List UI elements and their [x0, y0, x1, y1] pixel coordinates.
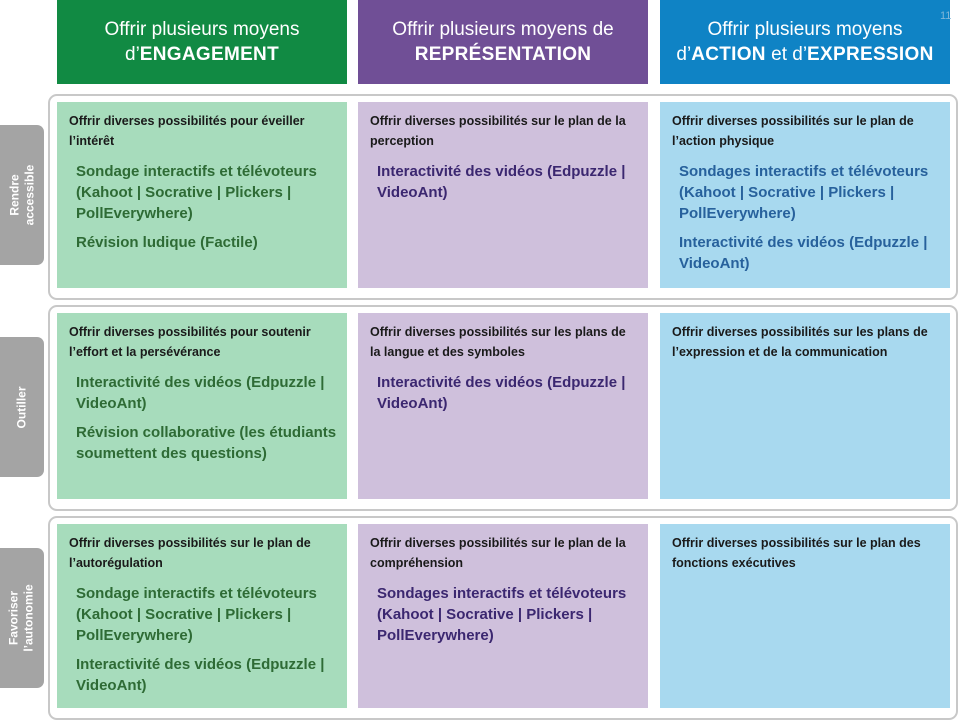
- cell-item: Interactivité des vidéos (Edpuzzle | VideoAnt): [76, 374, 325, 412]
- row-label-text: Favoriser l’autonomie: [7, 584, 37, 652]
- cell-r2-representation: [358, 313, 648, 499]
- cell-item: Interactivité des vidéos (Edpuzzle | VideoAnt): [76, 656, 325, 694]
- cell-r2-action: [660, 313, 950, 499]
- cell-r3-representation: [358, 524, 648, 708]
- cell-item: Interactivité des vidéos (Edpuzzle | VideoAnt): [679, 234, 928, 272]
- header-action-line1: Offrir plusieurs moyens: [707, 19, 903, 40]
- cell-r3-engagement: [57, 524, 347, 708]
- row-label-text: Rendre accessible: [7, 164, 36, 226]
- cell-item: Révision collaborative (les étudiants soumettent des questions): [76, 424, 337, 462]
- cell-r1-action: [660, 102, 950, 288]
- cell-heading: Offrir diverses possibilités sur le plan de l’action physique: [672, 114, 914, 148]
- cell-r1-engagement: [57, 102, 347, 288]
- row-label-outiller: [0, 337, 44, 477]
- cell-item: Sondage interactifs et télévoteurs (Kahoot | Socrative | Plickers | PollEverywhere): [76, 585, 317, 644]
- cell-heading: Offrir diverses possibilités sur le plan de l’autorégulation: [69, 536, 311, 570]
- cell-r2-engagement: [57, 313, 347, 499]
- cell-heading: Offrir diverses possibilités sur les plans de la langue et des symboles: [370, 325, 626, 359]
- cell-item: Interactivité des vidéos (Edpuzzle | VideoAnt): [377, 163, 626, 201]
- header-engagement-line1: Offrir plusieurs moyens: [104, 19, 300, 40]
- cell-item: Interactivité des vidéos (Edpuzzle | VideoAnt): [377, 374, 626, 412]
- page-number: 11: [940, 10, 952, 22]
- cell-heading: Offrir diverses possibilités pour éveiller l’intérêt: [69, 114, 305, 148]
- cell-item: Sondage interactifs et télévoteurs (Kahoot | Socrative | Plickers | PollEverywhere): [76, 163, 317, 222]
- header-engagement-line2: d’ENGAGEMENT: [125, 44, 279, 65]
- row-label-text: Outiller: [14, 385, 29, 429]
- cell-item: Sondages interactifs et télévoteurs (Kahoot | Socrative | Plickers | PollEverywhere): [679, 163, 929, 222]
- row-label-accessible: [0, 125, 44, 265]
- header-representation-line1: Offrir plusieurs moyens de: [392, 19, 614, 40]
- header-action-expression: [660, 0, 950, 84]
- cell-r1-representation: [358, 102, 648, 288]
- cell-item: Révision ludique (Factile): [76, 234, 258, 251]
- row-label-autonomie: [0, 548, 44, 688]
- header-representation: [358, 0, 648, 84]
- header-representation-line2: REPRÉSENTATION: [414, 44, 592, 65]
- cell-heading: Offrir diverses possibilités sur les plans de l’expression et de la communication: [672, 325, 928, 359]
- cell-heading: Offrir diverses possibilités sur le plan de la perception: [370, 114, 626, 148]
- cell-item: Sondages interactifs et télévoteurs (Kahoot | Socrative | Plickers | PollEverywhere): [377, 585, 627, 644]
- header-engagement: [57, 0, 347, 84]
- cell-r3-action: [660, 524, 950, 708]
- cell-heading: Offrir diverses possibilités pour soutenir l’effort et la persévérance: [69, 325, 311, 359]
- header-action-line2: d’ACTION et d’EXPRESSION: [676, 44, 934, 65]
- cell-heading: Offrir diverses possibilités sur le plan de la compréhension: [370, 536, 626, 570]
- cell-heading: Offrir diverses possibilités sur le plan des fonctions exécutives: [672, 536, 921, 570]
